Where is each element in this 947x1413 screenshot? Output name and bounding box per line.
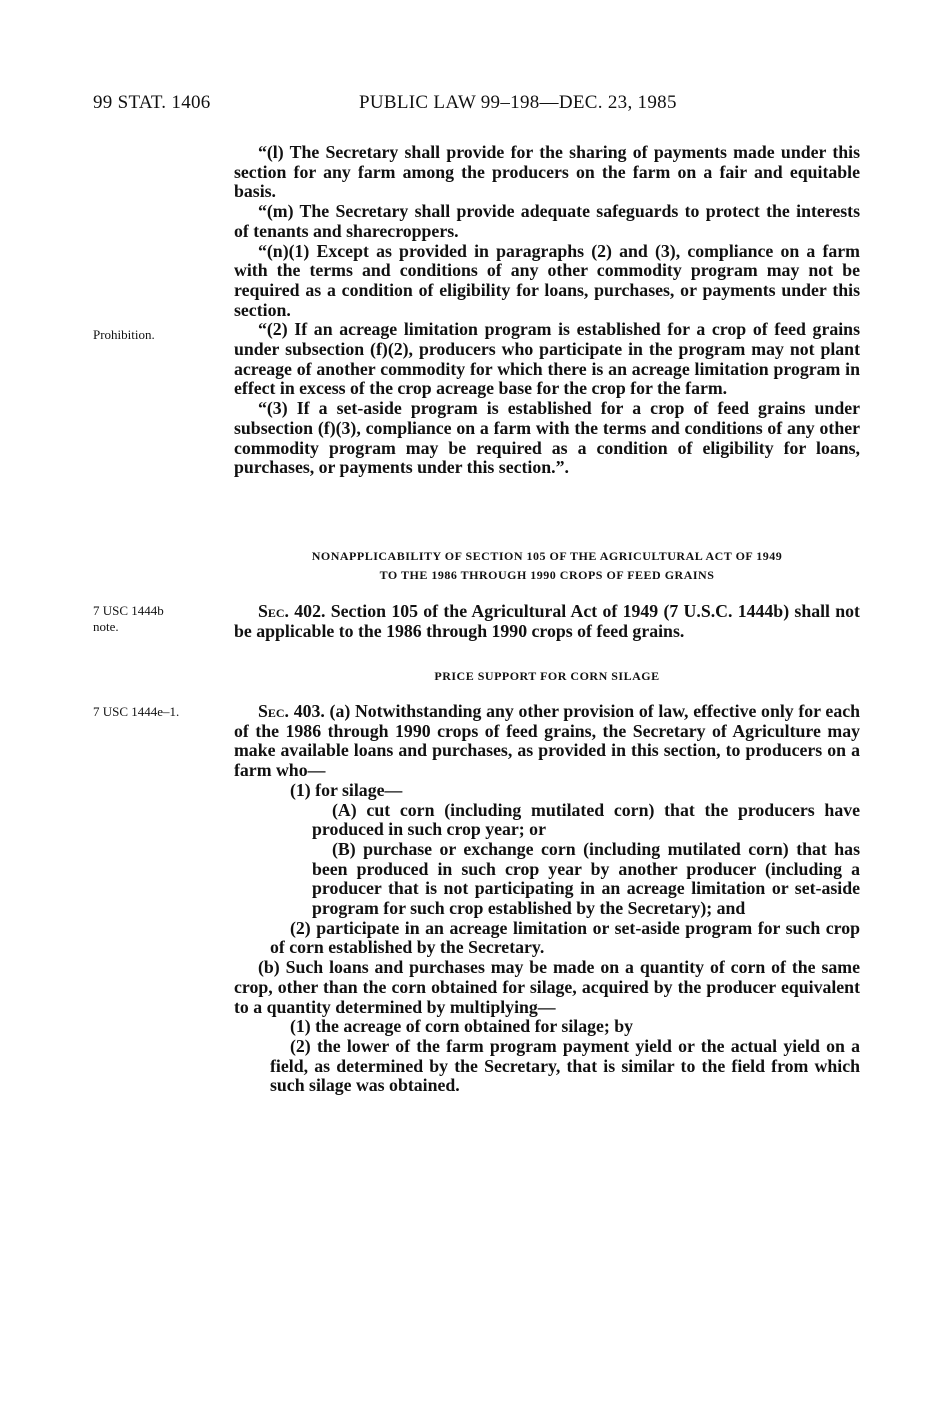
subsection-n2: “(2) If an acreage limitation program is established for a crop of feed grains under subsection (f)(2), producers who participate in the program may not plant acreage of another commodity for which there is an acreage limitation program in effect in excess of the crop acreage base for the crop for the farm. xyxy=(234,319,860,399)
section-403 xyxy=(234,702,860,1096)
section-402-heading xyxy=(234,547,860,585)
section-403-a1A: (A) cut corn (including mutilated corn) that the producers have produced in such crop year; or xyxy=(312,799,860,840)
section-403-a xyxy=(234,702,860,781)
statute-page-number: 99 STAT. 1406 xyxy=(93,92,211,113)
section-403-b: (b) Such loans and purchases may be made on a quantity of corn of the same crop, other than the corn obtained for silage, acquired by the producer equivalent to a quantity determined by multiplying— xyxy=(234,957,860,1017)
subsection-m: “(m) The Secretary shall provide adequate safeguards to protect the interests of tenants and sharecroppers. xyxy=(234,201,860,241)
section-403-a1B: (B) purchase or exchange corn (including mutilated corn) that has been produced in such crop year by another producer (including a producer that is not participating in an acreage limitation or set-aside program for such crop established by the Secretary); and xyxy=(312,838,860,919)
margin-note-usc-1444e-1: 7 USC 1444e–1. xyxy=(93,704,180,719)
subsection-n1: “(n)(1) Except as provided in paragraphs (2) and (3), compliance on a farm with the terms and conditions of any other commodity program may not be required as a condition of eligibility for loans, purchases, or payments under this section. xyxy=(234,240,860,320)
section-403-heading: PRICE SUPPORT FOR CORN SILAGE xyxy=(434,669,660,683)
section-402-text xyxy=(234,602,860,641)
section-403-a2: (2) participate in an acreage limitation or set-aside program for such crop of corn established by the Secretary. xyxy=(270,917,860,958)
subsections-l-to-n xyxy=(234,143,860,478)
section-403-a1: (1) for silage— xyxy=(290,779,403,800)
margin-note-usc-1444b-line1: 7 USC 1444b xyxy=(93,603,164,618)
page-header xyxy=(93,92,783,116)
public-law-title: PUBLIC LAW 99–198—DEC. 23, 1985 xyxy=(359,92,677,113)
subsection-n3: “(3) If a set-aside program is established for a crop of feed grains under subsection (f)(3), compliance on a farm with the terms and conditions of any other commodity program may be required as a condition of eligibility for loans, purchases, or payments under this section.”. xyxy=(234,398,860,478)
section-402-heading-line1: NONAPPLICABILITY OF SECTION 105 OF THE AGRICULTURAL ACT OF 1949 xyxy=(311,549,783,563)
margin-note-usc-1444b xyxy=(93,603,164,635)
section-403-b1: (1) the acreage of corn obtained for silage; by xyxy=(290,1016,634,1037)
section-402-label: Sec. 402. xyxy=(258,601,326,621)
section-402-heading-line2: TO THE 1986 THROUGH 1990 CROPS OF FEED GRAINS xyxy=(379,568,715,582)
section-403-a-body: (a) Notwithstanding any other provision of law, effective only for each of the 1986 through 1990 crops of feed grains, the Secretary of Agriculture may make available loans and purchases, as provided in this section, to producers on a farm who— xyxy=(234,701,860,781)
section-403-b2: (2) the lower of the farm program payment yield or the actual yield on a field, as determined by the Secretary, that is similar to the field from which such silage was obtained. xyxy=(270,1035,860,1096)
margin-note-usc-1444b-line2: note. xyxy=(93,619,119,634)
section-403-label: Sec. 403. xyxy=(258,701,325,721)
margin-note-prohibition: Prohibition. xyxy=(93,327,155,342)
section-402 xyxy=(234,602,860,641)
subsection-l: “(l) The Secretary shall provide for the sharing of payments made under this section for any farm among the producers on the farm on a fair and equitable basis. xyxy=(234,142,860,202)
section-402-body: Section 105 of the Agricultural Act of 1949 (7 U.S.C. 1444b) shall not be applicable to the 1986 through 1990 crops of feed grains. xyxy=(234,601,860,641)
